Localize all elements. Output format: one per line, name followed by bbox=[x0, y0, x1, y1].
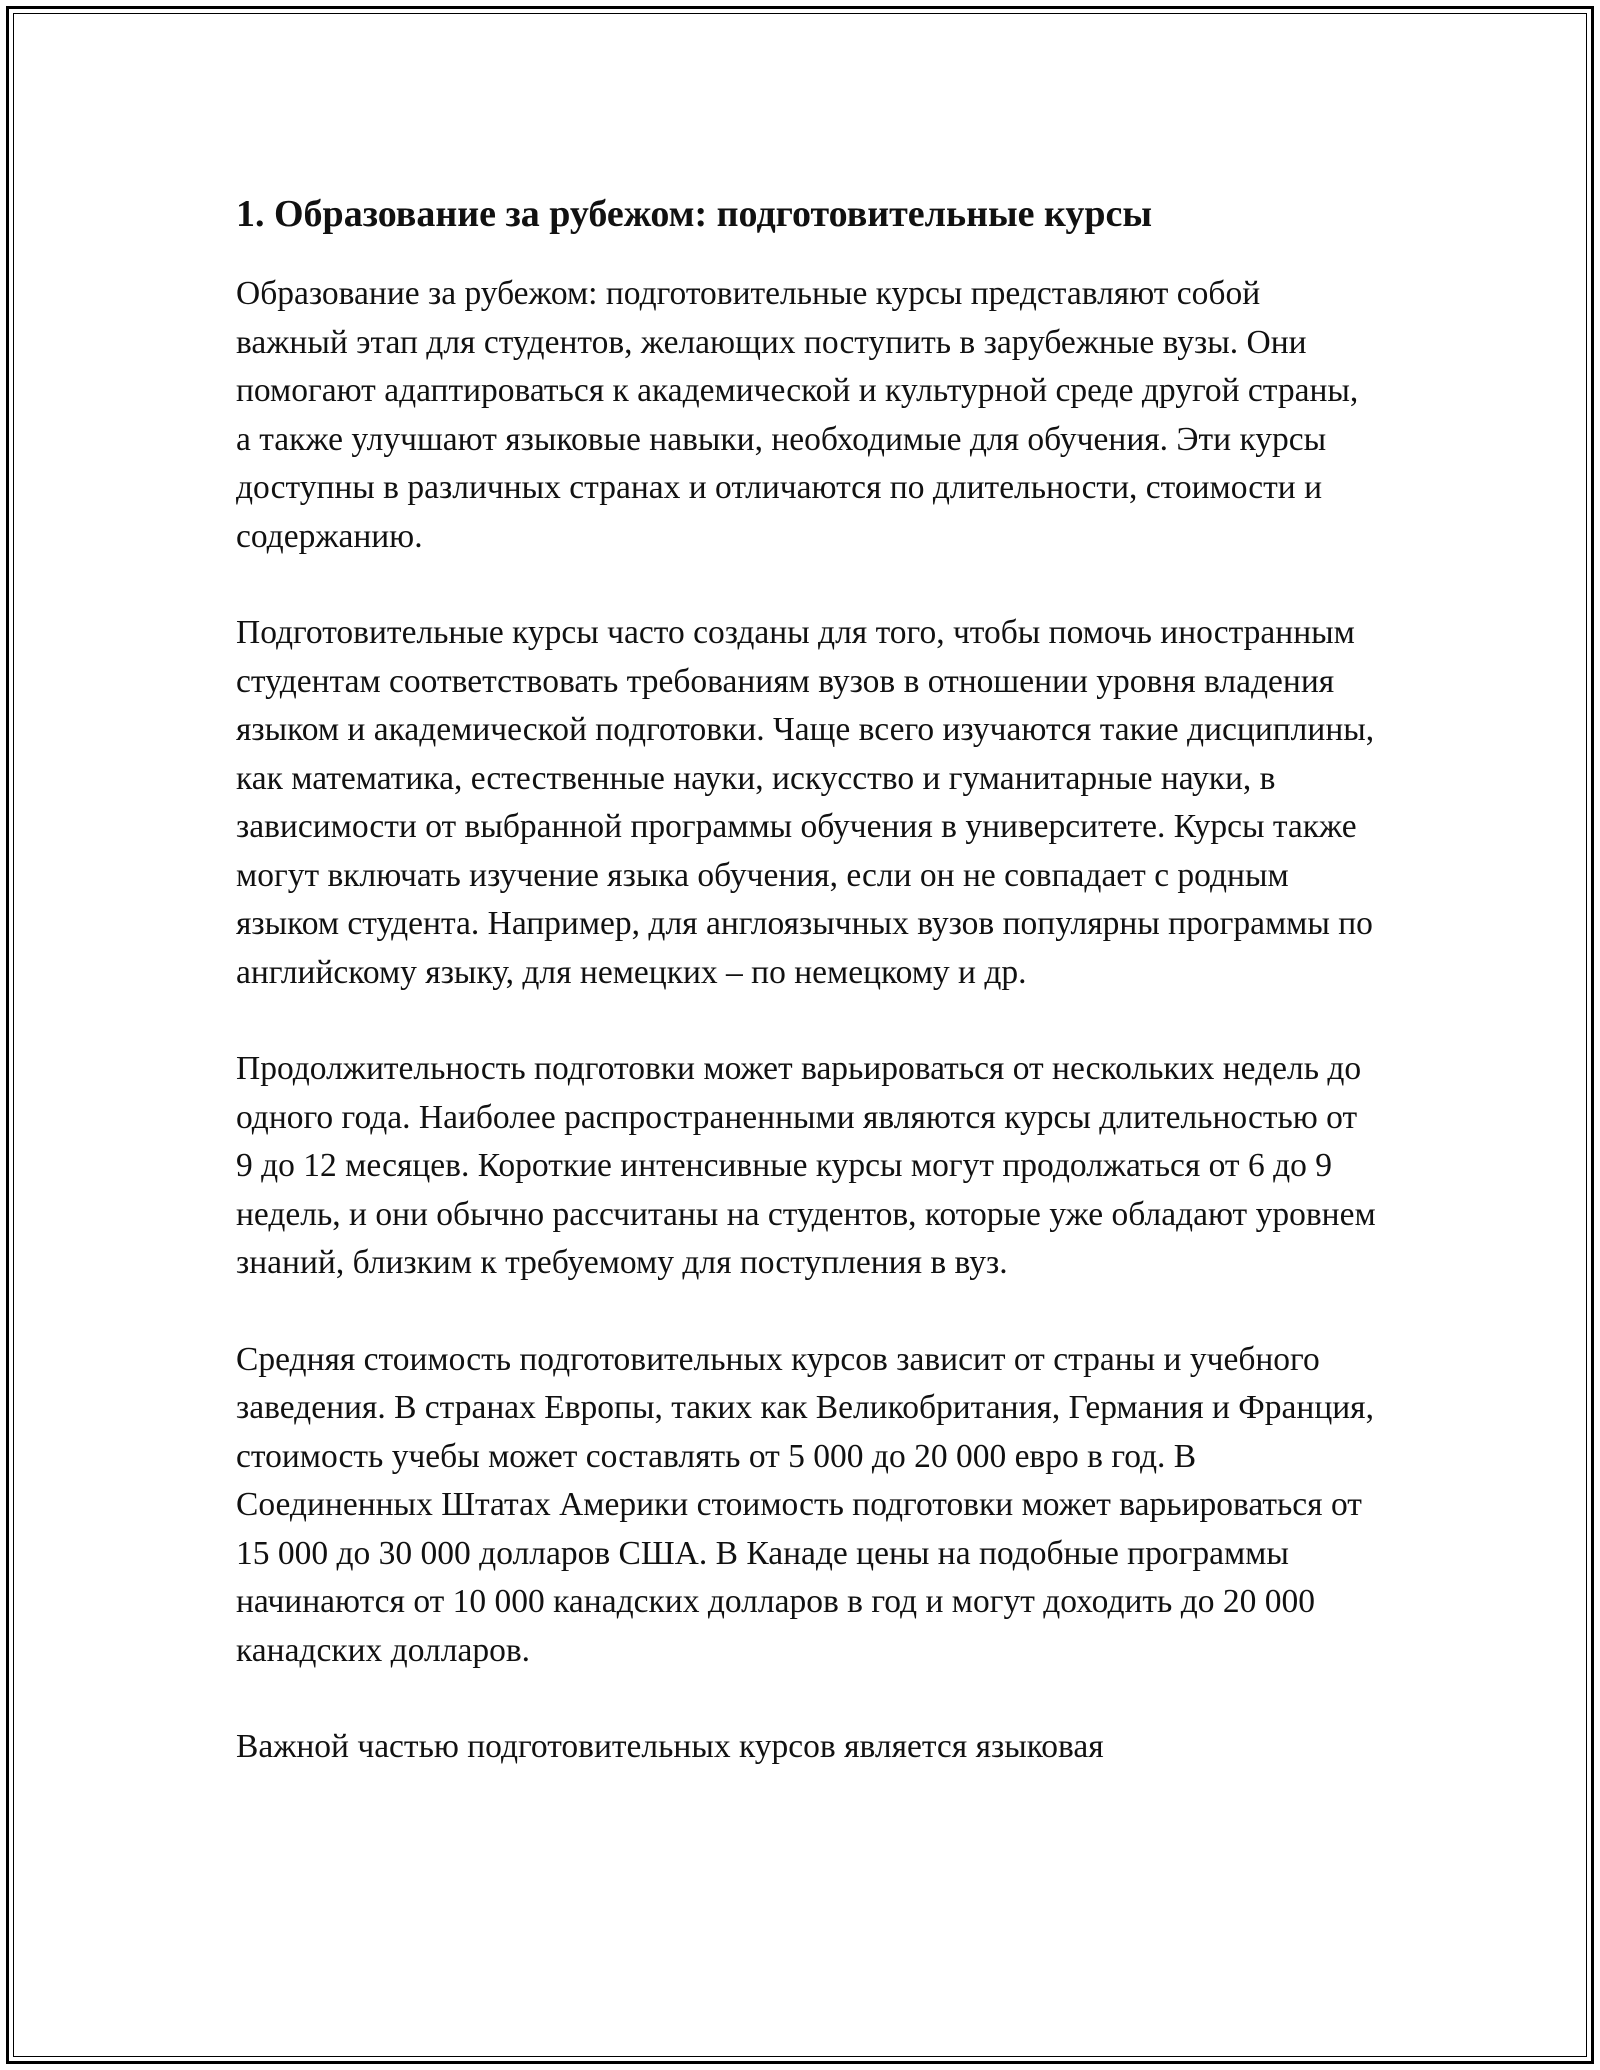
section-heading: 1. Образование за рубежом: подготовительные курсы bbox=[236, 193, 1153, 235]
paragraph-duration: Продолжительность подготовки может варьироваться от нескольких недель до одного года. Наиболее распространенными являются курсы длительностью от 9 до 12 месяцев. Короткие интенсивные курсы могут продолжаться от 6 до 9 недель, и они обычно рассчитаны на студентов, которые уже обладают уровнем знаний, близким к требуемому для поступления в вуз. bbox=[236, 1050, 1376, 1281]
paragraph-intro: Образование за рубежом: подготовительные курсы представляют собой важный этап для студентов, желающих поступить в зарубежные вузы. Они помогают адаптироваться к академической и культурной среде другой страны, а также улучшают языковые навыки, необходимые для обучения. Эти курсы доступны в различных странах и отличаются по длительности, стоимости и содержанию. bbox=[236, 275, 1359, 555]
document-body bbox=[236, 186, 1376, 1820]
paragraph-cost: Средняя стоимость подготовительных курсов зависит от страны и учебного заведения. В странах Европы, таких как Великобритания, Германия и Франция, стоимость учебы может составлять от 5 000 до 20 000 евро в год. В Соединенных Штатах Америки стоимость подготовки может варьироваться от 15 000 до 30 000 долларов США. В Канаде цены на подобные программы начинаются от 10 000 канадских долларов в год и могут доходить до 20 000 канадских долларов. bbox=[236, 1340, 1374, 1669]
paragraph-purpose: Подготовительные курсы часто созданы для того, чтобы помочь иностранным студентам соответствовать требованиям вузов в отношении уровня владения языком и академической подготовки. Чаще всего изучаются такие дисциплины, как математика, естественные науки, искусство и гуманитарные науки, в зависимости от выбранной программы обучения в университете. Курсы также могут включать изучение языка обучения, если он не совпадает с родным языком студента. Например, для англоязычных вузов популярны программы по английскому языку, для немецких – по немецкому и др. bbox=[236, 614, 1375, 991]
paragraph-language: Важной частью подготовительных курсов является языковая bbox=[236, 1728, 1104, 1765]
